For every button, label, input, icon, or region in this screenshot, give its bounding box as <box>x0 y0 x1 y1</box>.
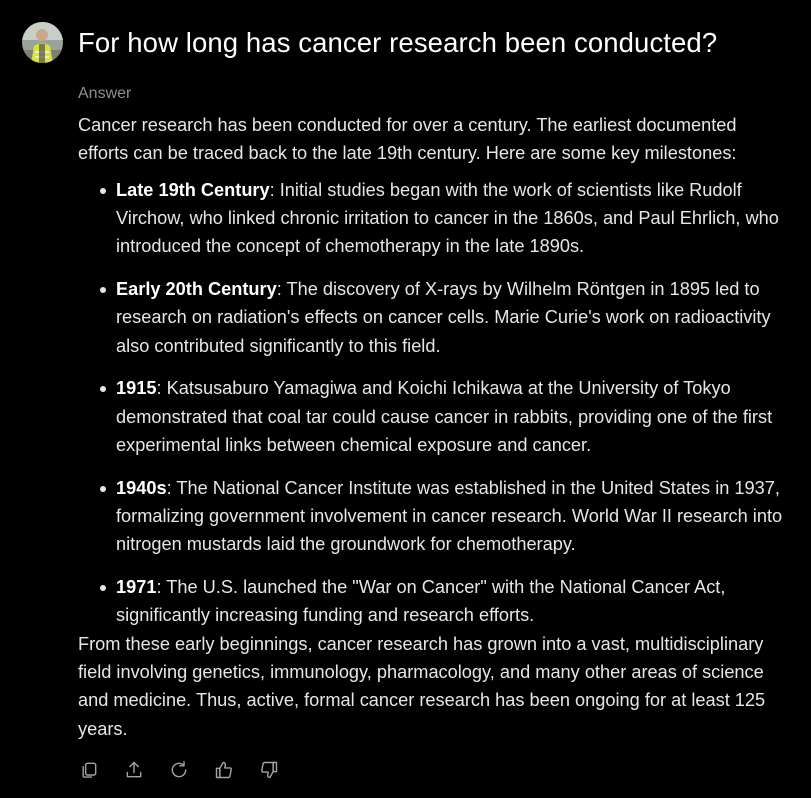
answer-block <box>78 83 790 743</box>
milestone-text: : The U.S. launched the "War on Cancer" with the National Cancer Act, significantly increasing funding and research efforts. <box>116 577 726 626</box>
milestone-title: 1915 <box>116 378 157 399</box>
avatar-image <box>22 22 63 63</box>
share-button[interactable] <box>123 759 145 781</box>
answer-closing: From these early beginnings, cancer research has grown into a vast, multidisciplinary field involving genetics, immunology, pharmacology, and many other areas of science and medicine. Thus, active, formal cancer research has been ongoing for at least 125 years. <box>78 633 766 739</box>
thumbs-down-icon <box>259 760 279 780</box>
dislike-button[interactable] <box>258 759 280 781</box>
regenerate-button[interactable] <box>168 759 190 781</box>
milestone-title: Early 20th Century <box>116 278 277 299</box>
milestone-title: 1971 <box>116 577 157 598</box>
answer-label: Answer <box>78 85 132 102</box>
copy-icon <box>79 760 99 780</box>
like-button[interactable] <box>213 759 235 781</box>
milestone-text: : Initial studies began with the work of scientists like Rudolf Virchow, who linked chronic irritation to cancer in the 1860s, and Paul Ehrlich, who introduced the concept of chemotherapy in the late 1890s. <box>116 179 779 257</box>
question-title: For how long has cancer research been conducted? <box>78 26 718 58</box>
milestone-text: : The discovery of X-rays by Wilhelm Röntgen in 1895 led to research on radiation's effects on cancer cells. Marie Curie's work on radioactivity also contributed significantly to this field. <box>116 278 771 356</box>
list-item <box>116 573 790 630</box>
question-header <box>22 22 717 63</box>
list-item <box>116 176 790 261</box>
milestone-title: 1940s <box>116 477 167 498</box>
refresh-icon <box>169 760 189 780</box>
share-icon <box>124 760 144 780</box>
copy-button[interactable] <box>78 759 100 781</box>
list-item <box>116 474 790 559</box>
milestone-text: : Katsusaburo Yamagiwa and Koichi Ichikawa at the University of Tokyo demonstrated that coal tar could cause cancer in rabbits, providing one of the first experimental links between chemical exposure and cancer. <box>116 378 773 455</box>
list-item <box>116 275 790 360</box>
avatar[interactable] <box>22 22 63 63</box>
answer-intro: Cancer research has been conducted for over a century. The earliest documented efforts can be traced back to the late 19th century. Here are some key milestones: <box>78 115 737 164</box>
milestone-title: Late 19th Century <box>116 179 270 200</box>
list-item <box>116 374 790 459</box>
thumbs-up-icon <box>214 760 234 780</box>
milestone-text: : The National Cancer Institute was established in the United States in 1937, formalizing government involvement in cancer research. World War II research into nitrogen mustards laid the groundwork for chemotherapy. <box>116 477 783 555</box>
milestone-list <box>78 176 790 630</box>
answer-actions <box>78 759 303 781</box>
